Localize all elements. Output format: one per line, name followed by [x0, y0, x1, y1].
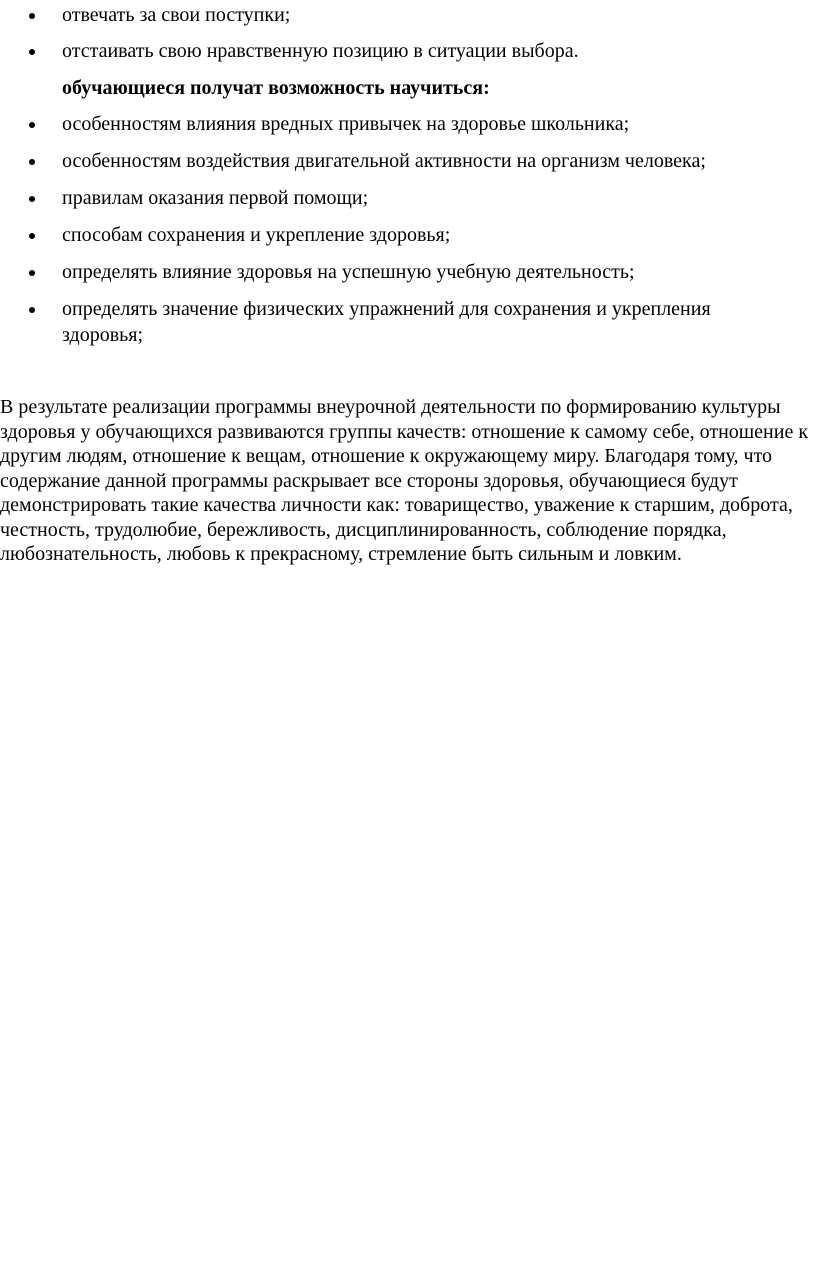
list-item-text: определять влияние здоровья на успешную учебную деятельность; — [62, 261, 635, 283]
list-item-text: определять значение физических упражнений для сохранения и укрепления здоровья; — [62, 298, 711, 346]
bullet-icon — [29, 270, 35, 276]
bullet-icon — [29, 159, 35, 165]
list-item-text: правилам оказания первой помощи; — [62, 187, 369, 209]
list-item-text: отвечать за свои поступки; — [62, 4, 291, 26]
list-item-text: особенностям воздействия двигательной активности на организм человека; — [62, 150, 706, 172]
bullet-icon — [29, 233, 35, 239]
bullet-icon — [29, 49, 35, 55]
section-subheading: обучающиеся получат возможность научиться: — [62, 77, 490, 99]
bullet-icon — [29, 307, 35, 313]
bullet-icon — [29, 122, 35, 128]
list-item-text: способам сохранения и укрепление здоровья; — [62, 224, 451, 246]
list-item-text: особенностям влияния вредных привычек на здоровье школьника; — [62, 113, 630, 135]
bullet-icon — [29, 196, 35, 202]
bullet-icon — [29, 13, 35, 19]
list-item-text: отстаивать свою нравственную позицию в ситуации выбора. — [62, 40, 579, 62]
summary-paragraph: В результате реализации программы внеурочной деятельности по формированию культуры здоровья у обучающихся развиваются группы качеств: отношение к самому себе, отношение к другим людям, отношение к вещам, отношение к окружающему миру. Благодаря тому, что содержание данной программы раскрывает все стороны здоровья, обучающиеся будут демонстрировать такие качества личности как: товарищество, уважение к старшим, доброта, честность, трудолюбие, бережливость, дисциплинированность, соблюдение порядка, любознательность, любовь к прекрасному, стремление быть сильным и ловким. — [0, 396, 809, 565]
